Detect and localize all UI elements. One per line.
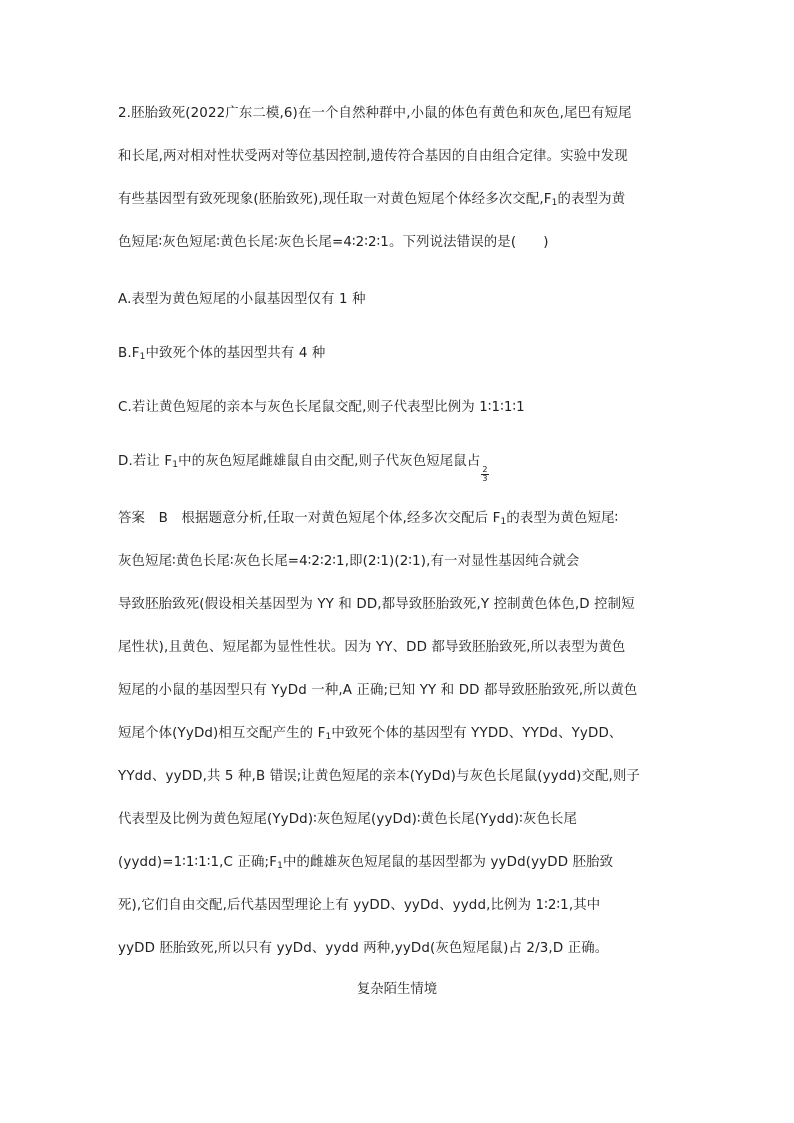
answer-line-8: 代表型及比例为黄色短尾(YyDd)∶灰色短尾(yyDd)∶黄色长尾(Yydd)∶灰色长尾 — [118, 812, 578, 827]
section-heading: 复杂陌生情境 — [356, 982, 438, 997]
answer-line-3: 导致胚胎致死(假设相关基因型为 YY 和 DD,都导致胚胎致死,Y 控制黄色体色,D 控制短 — [118, 597, 635, 612]
answer-line-6: 短尾个体(YyDd)相互交配产生的 $F_1$中致死个体的基因型有 YYDD、YYDd、YyDD、 — [118, 726, 623, 742]
option-a: A.表型为黄色短尾的小鼠基因型仅有 1 种 — [118, 292, 366, 307]
question-line-4: 色短尾∶灰色短尾∶黄色长尾∶灰色长尾=4∶2∶2∶1。下列说法错误的是( ) — [118, 235, 549, 250]
answer-line-7: YYdd、yyDD,共 5 种,B 错误;让黄色短尾的亲本(YyDd)与灰色长尾鼠(yydd)交配,则子 — [118, 769, 641, 784]
question-line-1: 2.胚胎致死(2022广东二模,6)在一个自然种群中,小鼠的体色有黄色和灰色,尾巴有短尾 — [118, 106, 632, 121]
answer-line-11: yyDD 胚胎致死,所以只有 yyDd、yydd 两种,yyDd(灰色短尾鼠)占 2/3,D 正确。 — [118, 941, 609, 956]
question-line-2: 和长尾,两对相对性状受两对等位基因控制,遗传符合基因的自由组合定律。实验中发现 — [118, 149, 628, 164]
option-c: C.若让黄色短尾的亲本与灰色长尾鼠交配,则子代表型比例为 1∶1∶1∶1 — [118, 400, 525, 415]
option-d: D.若让 $F_1$中的灰色短尾雌雄鼠自由交配,则子代灰色短尾鼠占 $\frac{2}{3}$ — [118, 454, 488, 483]
answer-line-2: 灰色短尾∶黄色长尾∶灰色长尾=4∶2∶2∶1,即(2∶1)(2∶1),有一对显性基因纯合就会 — [118, 554, 580, 569]
answer-line-9: (yydd)=1∶1∶1∶1,C 正确$;F_1$中的雌雄灰色短尾鼠的基因型都为 yyDd(yyDD 胚胎致 — [118, 855, 614, 871]
answer-line-1: 答案 B 根据题意分析,任取一对黄色短尾个体,经多次交配后 $F_1$的表型为黄色短尾∶ — [118, 511, 619, 527]
answer-line-4: 尾性状),且黄色、短尾都为显性性状。因为 YY、DD 都导致胚胎致死,所以表型为黄色 — [118, 640, 626, 655]
question-line-3: 有些基因型有致死现象(胚胎致死),现任取一对黄色短尾个体经多次交配$,F_1$的表型为黄 — [118, 192, 626, 208]
answer-line-5: 短尾的小鼠的基因型只有 YyDd 一种,A 正确;已知 YY 和 DD 都导致胚胎致死,所以黄色 — [118, 683, 638, 698]
option-b: $B.F_1$中致死个体的基因型共有 4 种 — [118, 346, 326, 362]
fraction-two-thirds: $\frac{2}{3}$ — [482, 465, 488, 483]
answer-line-10: 死),它们自由交配,后代基因型理论上有 yyDD、yyDd、yydd,比例为 1∶2∶1,其中 — [118, 898, 601, 913]
